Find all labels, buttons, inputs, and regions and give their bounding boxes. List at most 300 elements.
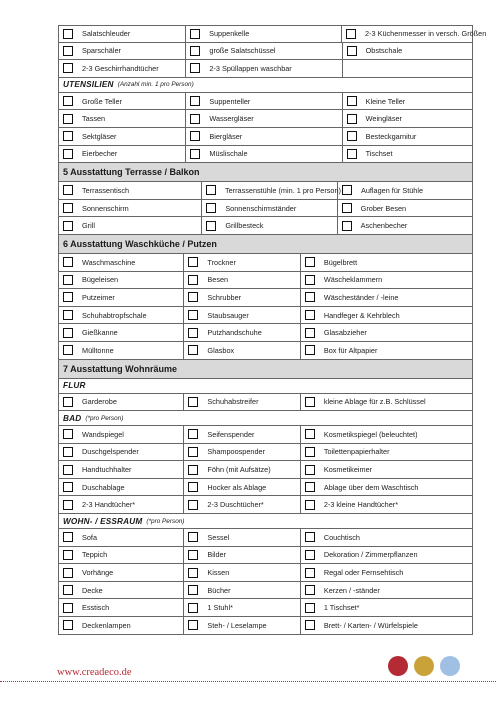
checklist-cell <box>301 307 472 324</box>
checklist-item-label: Trockner <box>207 257 236 267</box>
checkbox[interactable] <box>63 114 73 124</box>
checkbox[interactable] <box>188 397 198 407</box>
checklist-cell <box>184 617 300 634</box>
footer-dot-blue <box>440 656 460 676</box>
checklist-item-label: Mülltonne <box>82 345 114 355</box>
checklist-item-label: Couchtisch <box>323 532 360 542</box>
checkbox[interactable] <box>63 620 73 630</box>
checkbox[interactable] <box>305 585 315 595</box>
checklist-row <box>58 182 473 200</box>
checkbox[interactable] <box>63 203 73 213</box>
checklist-cell <box>184 272 300 289</box>
checklist-cell <box>59 60 186 77</box>
footer-url[interactable]: www.creadeco.de <box>57 667 132 678</box>
checkbox[interactable] <box>342 203 352 213</box>
checklist-cell <box>59 146 186 163</box>
checkbox[interactable] <box>63 603 73 613</box>
checkbox[interactable] <box>63 292 73 302</box>
checklist-sheet <box>58 25 487 635</box>
checklist-row <box>58 217 473 235</box>
checklist-cell <box>343 110 472 127</box>
checklist-item-label: Suppenteller <box>209 96 251 106</box>
checkbox[interactable] <box>188 328 198 338</box>
checkbox[interactable] <box>347 131 357 141</box>
checklist-cell <box>59 394 184 411</box>
checklist-cell <box>301 426 472 443</box>
checklist-item-label: Kerzen / -ständer <box>323 585 380 595</box>
flur-header <box>58 379 473 394</box>
checkbox[interactable] <box>305 345 315 355</box>
checklist-cell <box>186 93 342 110</box>
section-wohnraeume <box>58 360 473 379</box>
checkbox[interactable] <box>190 29 200 39</box>
checklist-item-label: Aschenbecher <box>360 221 408 231</box>
checkbox[interactable] <box>63 131 73 141</box>
checklist-row <box>58 128 473 146</box>
checklist-cell <box>301 529 472 546</box>
checklist-item-label: Sofa <box>82 532 98 542</box>
checklist-cell <box>343 146 472 163</box>
checkbox[interactable] <box>305 328 315 338</box>
checklist-cell <box>59 461 184 478</box>
checkbox[interactable] <box>190 149 200 159</box>
checklist-item-label: Bügelbrett <box>323 257 358 267</box>
checkbox[interactable] <box>305 397 315 407</box>
checklist-item-label: Brett- / Karten- / Würfelspiele <box>323 620 418 630</box>
checkbox[interactable] <box>190 96 200 106</box>
checklist-cell <box>186 43 342 60</box>
checklist-cell <box>184 324 300 341</box>
checklist-cell <box>184 342 300 359</box>
checklist-cell <box>301 599 472 616</box>
checklist-row <box>58 444 473 462</box>
checkbox[interactable] <box>188 620 198 630</box>
checklist-item-label: Ablage über dem Waschtisch <box>323 482 419 492</box>
checkbox[interactable] <box>188 257 198 267</box>
checklist-cell <box>59 307 184 324</box>
checkbox[interactable] <box>188 568 198 578</box>
checkbox[interactable] <box>63 257 73 267</box>
section-wohnraeume-title: 7 Ausstattung Wohnräume <box>63 363 178 374</box>
checkbox[interactable] <box>190 114 200 124</box>
checklist-cell <box>184 461 300 478</box>
checkbox[interactable] <box>347 114 357 124</box>
footer-dot-gold <box>414 656 434 676</box>
footer-dotted-line <box>0 681 496 682</box>
checkbox[interactable] <box>188 500 198 510</box>
checklist-item-label: 1 Tischset* <box>323 603 360 613</box>
checklist-item-label: Regal oder Fernsehtisch <box>323 568 404 578</box>
checklist-cell <box>301 479 472 496</box>
wohn-header-note: (*pro Person) <box>146 517 185 525</box>
checkbox[interactable] <box>342 221 352 231</box>
checklist-row <box>58 479 473 497</box>
checklist-row <box>58 529 473 547</box>
checklist-cell <box>184 307 300 324</box>
checkbox[interactable] <box>305 568 315 578</box>
checklist-cell <box>59 272 184 289</box>
checklist-row <box>58 146 473 164</box>
checklist-item-label: Decke <box>82 585 103 595</box>
checkbox[interactable] <box>342 185 352 195</box>
checklist-cell <box>186 146 342 163</box>
checklist-item-label: Seifenspender <box>207 429 255 439</box>
checklist-cell <box>59 110 186 127</box>
bad-header-title: BAD <box>63 413 82 423</box>
checklist-item-label: Duschablage <box>82 482 125 492</box>
checkbox[interactable] <box>63 185 73 195</box>
checklist-item-label: Wassergläser <box>209 114 254 124</box>
checkbox[interactable] <box>63 63 73 73</box>
checklist-cell <box>184 564 300 581</box>
checkbox[interactable] <box>188 429 198 439</box>
checkbox[interactable] <box>63 221 73 231</box>
checklist-item-label: Duschgelspender <box>82 447 139 457</box>
checkbox[interactable] <box>188 292 198 302</box>
checklist-item-label: Bügeleisen <box>82 275 119 285</box>
checkbox[interactable] <box>190 63 200 73</box>
checklist-cell <box>301 342 472 359</box>
checklist-item-label: Wäscheständer / -leine <box>323 292 399 302</box>
checklist-cell <box>59 254 184 271</box>
checklist-row <box>58 254 473 272</box>
checklist-item-label: Müslischale <box>209 149 248 159</box>
checkbox[interactable] <box>63 447 73 457</box>
checkbox[interactable] <box>188 465 198 475</box>
checklist-cell <box>301 564 472 581</box>
checklist-cell <box>59 426 184 443</box>
checklist-item-label: 2-3 Geschirrhandtücher <box>82 63 159 73</box>
checklist-cell <box>301 444 472 461</box>
checklist-cell <box>301 324 472 341</box>
checklist-cell <box>59 496 184 513</box>
checklist-cell <box>301 289 472 306</box>
checklist-item-label: Shampoospender <box>207 447 265 457</box>
checklist-cell <box>338 182 472 199</box>
checklist-cell <box>59 200 202 217</box>
checkbox[interactable] <box>305 550 315 560</box>
checklist-item-label: Große Teller <box>82 96 123 106</box>
checkbox[interactable] <box>206 221 216 231</box>
checklist-row <box>58 394 473 412</box>
checklist-row <box>58 547 473 565</box>
checklist-cell <box>301 272 472 289</box>
checkbox[interactable] <box>63 500 73 510</box>
checklist-item-label: Kosmetikeimer <box>323 465 373 475</box>
checkbox[interactable] <box>63 96 73 106</box>
checkbox[interactable] <box>347 149 357 159</box>
checklist-item-label: Schuhabstreifer <box>207 397 259 407</box>
checkbox[interactable] <box>305 620 315 630</box>
checkbox[interactable] <box>305 500 315 510</box>
checklist-cell <box>184 394 300 411</box>
checklist-item-label: Terrassenstühle (min. 1 pro Person) <box>224 185 341 195</box>
checklist-item-label: 2-3 Handtücher* <box>82 500 136 510</box>
checklist-cell <box>184 582 300 599</box>
utensilien-header-note: (Anzahl min. 1 pro Person) <box>117 81 194 89</box>
checklist-item-label: Teppich <box>82 550 108 560</box>
checkbox[interactable] <box>206 203 216 213</box>
checklist-cell <box>184 289 300 306</box>
checkbox[interactable] <box>63 345 73 355</box>
checklist-row <box>58 426 473 444</box>
checklist-item-label: Föhn (mit Aufsätze) <box>207 465 271 475</box>
checklist-item-label: Sonnenschirmständer <box>225 203 297 213</box>
checklist-item-label: 2-3 Spüllappen waschbar <box>209 63 292 73</box>
checklist-item-label: große Salatschüssel <box>209 46 276 56</box>
checklist-cell <box>184 529 300 546</box>
checklist-cell <box>59 582 184 599</box>
checkbox[interactable] <box>63 532 73 542</box>
checklist-item-label: Eierbecher <box>82 149 118 159</box>
checklist-item-label: Suppenkelle <box>209 29 250 39</box>
checklist-row <box>58 582 473 600</box>
checkbox[interactable] <box>63 429 73 439</box>
checklist-row <box>58 564 473 582</box>
checklist-row <box>58 461 473 479</box>
checklist-item-label: Esstisch <box>82 603 110 613</box>
checklist-cell <box>342 26 487 42</box>
checklist-item-label: Gießkanne <box>82 328 118 338</box>
checklist-cell <box>184 547 300 564</box>
checklist-cell <box>301 254 472 271</box>
checklist-item-label: Auflagen für Stühle <box>360 185 424 195</box>
checklist-cell <box>186 26 342 42</box>
checklist-item-label: Dekoration / Zimmerpflanzen <box>323 550 418 560</box>
utensilien-header <box>58 78 473 93</box>
checklist-item-label: Tischset <box>365 149 393 159</box>
checklist-cell <box>343 60 472 77</box>
checklist-item-label: Handtuchhalter <box>82 465 132 475</box>
checklist-item-label: Waschmaschine <box>82 257 136 267</box>
checklist-cell <box>59 599 184 616</box>
checklist-item-label: Schuhabtropfschale <box>82 310 147 320</box>
checkbox[interactable] <box>188 585 198 595</box>
checkbox[interactable] <box>190 46 200 56</box>
wohn-header <box>58 514 473 529</box>
checklist-item-label: Bilder <box>207 550 227 560</box>
checklist-item-label: Toilettenpapierhalter <box>323 447 390 457</box>
section-waschkueche-title: 6 Ausstattung Waschküche / Putzen <box>63 238 217 249</box>
checklist-cell <box>202 200 337 217</box>
checklist-item-label: Bücher <box>207 585 231 595</box>
checklist-item-label: 2-3 kleine Handtücher* <box>323 500 399 510</box>
checklist-item-label: Kosmetikspiegel (beleuchtet) <box>323 429 418 439</box>
checklist-cell <box>59 444 184 461</box>
checklist-item-label: kleine Ablage für z.B. Schlüssel <box>323 397 426 407</box>
checkbox[interactable] <box>63 310 73 320</box>
checklist-cell <box>59 26 186 42</box>
checkbox[interactable] <box>63 550 73 560</box>
checklist-row <box>58 496 473 514</box>
checklist-row <box>58 324 473 342</box>
checklist-cell <box>301 394 472 411</box>
checklist-item-label: Sparschäler <box>82 46 121 56</box>
checkbox[interactable] <box>305 292 315 302</box>
checkbox[interactable] <box>63 275 73 285</box>
checklist-row <box>58 342 473 360</box>
checklist-row <box>58 272 473 290</box>
checklist-item-label: Wäscheklammern <box>323 275 383 285</box>
checklist-item-label: Staubsauger <box>207 310 249 320</box>
checklist-item-label: 2-3 Duschtücher* <box>207 500 264 510</box>
checklist-cell <box>301 547 472 564</box>
checklist-row <box>58 25 487 43</box>
checklist-item-label: Besteckgarnitur <box>365 131 417 141</box>
checklist-cell <box>59 547 184 564</box>
checklist-item-label: Hocker als Ablage <box>207 482 267 492</box>
checklist-item-label: Sonnenschirm <box>82 203 129 213</box>
checklist-cell <box>186 110 342 127</box>
checkbox[interactable] <box>188 310 198 320</box>
checklist-item-label: Box für Altpapier <box>323 345 378 355</box>
checklist-row <box>58 93 473 111</box>
checklist-cell <box>184 254 300 271</box>
checklist-item-label: Vorhänge <box>82 568 114 578</box>
checklist-item-label: Obstschale <box>365 46 403 56</box>
checklist-cell <box>59 342 184 359</box>
checklist-cell <box>301 582 472 599</box>
checklist-cell <box>343 43 472 60</box>
checklist-cell <box>59 128 186 145</box>
checklist-cell <box>301 496 472 513</box>
wohn-header-title: WOHN- / ESSRAUM <box>63 516 143 526</box>
checklist-item-label: 2-3 Küchenmesser in versch. Größen <box>365 29 487 39</box>
checklist-item-label: Salatschleuder <box>82 29 131 39</box>
checkbox[interactable] <box>188 532 198 542</box>
checklist-row <box>58 200 473 218</box>
checklist-row <box>58 110 473 128</box>
checkbox[interactable] <box>63 568 73 578</box>
checkbox[interactable] <box>305 429 315 439</box>
checklist-cell <box>59 43 186 60</box>
checkbox[interactable] <box>63 46 73 56</box>
bad-header <box>58 411 473 426</box>
checkbox[interactable] <box>206 185 216 195</box>
checkbox[interactable] <box>188 447 198 457</box>
checklist-item-label: Kissen <box>207 568 230 578</box>
checklist-row <box>58 307 473 325</box>
checkbox[interactable] <box>188 275 198 285</box>
checkbox[interactable] <box>188 603 198 613</box>
checklist-cell <box>59 529 184 546</box>
checklist-cell <box>301 617 472 634</box>
checklist-cell <box>184 479 300 496</box>
checkbox[interactable] <box>63 585 73 595</box>
checkbox[interactable] <box>347 96 357 106</box>
flur-header-title: FLUR <box>63 381 86 390</box>
checkbox[interactable] <box>63 465 73 475</box>
checklist-row <box>58 43 473 61</box>
checkbox[interactable] <box>305 275 315 285</box>
footer-dot-red <box>388 656 408 676</box>
checklist-cell <box>59 564 184 581</box>
checklist-cell <box>301 461 472 478</box>
checklist-row <box>58 60 473 78</box>
checklist-row <box>58 599 473 617</box>
checklist-cell <box>59 324 184 341</box>
checkbox[interactable] <box>63 149 73 159</box>
checklist-cell <box>59 182 202 199</box>
checkbox[interactable] <box>63 397 73 407</box>
section-terrasse <box>58 163 473 182</box>
checklist-item-label: Steh- / Leselampe <box>207 620 267 630</box>
checkbox[interactable] <box>63 328 73 338</box>
checklist-cell <box>184 599 300 616</box>
checklist-cell <box>202 182 341 199</box>
checklist-item-label: Putzhandschuhe <box>207 328 262 338</box>
checklist-cell <box>186 60 342 77</box>
checkbox[interactable] <box>305 603 315 613</box>
checklist-item-label: Putzeimer <box>82 292 115 302</box>
utensilien-header-title: UTENSILIEN <box>63 80 114 90</box>
checklist-item-label: Terrassentisch <box>82 185 130 195</box>
checkbox[interactable] <box>63 482 73 492</box>
checklist-cell <box>343 128 472 145</box>
checkbox[interactable] <box>188 550 198 560</box>
section-waschkueche <box>58 235 473 254</box>
checklist-item-label: Grill <box>82 221 95 231</box>
checklist-cell <box>59 217 202 234</box>
checklist-item-label: Weingläser <box>365 114 402 124</box>
checklist-cell <box>343 93 472 110</box>
checklist-cell <box>184 444 300 461</box>
checkbox[interactable] <box>305 257 315 267</box>
checklist-cell <box>202 217 337 234</box>
checklist-cell <box>338 200 472 217</box>
checklist-item-label: Deckenlampen <box>82 620 131 630</box>
checklist-item-label: Sektgläser <box>82 131 117 141</box>
checklist-item-label: Schrubber <box>207 292 242 302</box>
checklist-item-label: Grillbesteck <box>225 221 264 231</box>
checklist-cell <box>59 289 184 306</box>
checkbox[interactable] <box>347 46 357 56</box>
checklist-item-label: Tassen <box>82 114 106 124</box>
checkbox[interactable] <box>188 345 198 355</box>
checklist-cell <box>59 479 184 496</box>
checkbox[interactable] <box>305 532 315 542</box>
checklist-cell <box>338 217 472 234</box>
checklist-item-label: Kleine Teller <box>365 96 406 106</box>
checklist-item-label: Handfeger & Kehrblech <box>323 310 400 320</box>
checklist-cell <box>186 128 342 145</box>
checkbox[interactable] <box>305 447 315 457</box>
section-terrasse-title: 5 Ausstattung Terrasse / Balkon <box>63 167 200 178</box>
checklist-row <box>58 289 473 307</box>
checklist-item-label: Grober Besen <box>360 203 407 213</box>
checklist-item-label: Glasabzieher <box>323 328 367 338</box>
checkbox[interactable] <box>305 465 315 475</box>
checklist-cell <box>59 93 186 110</box>
checklist-item-label: Biergläser <box>209 131 243 141</box>
bad-header-note: (*pro Person) <box>85 414 124 422</box>
checkbox[interactable] <box>188 482 198 492</box>
checklist-item-label: Glasbox <box>207 345 235 355</box>
checklist-cell <box>184 426 300 443</box>
checklist-item-label: Besen <box>207 275 229 285</box>
checkbox[interactable] <box>63 29 73 39</box>
checkbox[interactable] <box>346 29 356 39</box>
checklist-cell <box>184 496 300 513</box>
checklist-item-label: Garderobe <box>82 397 117 407</box>
checklist-item-label: 1 Stuhl* <box>207 603 233 613</box>
checkbox[interactable] <box>190 131 200 141</box>
checkbox[interactable] <box>305 310 315 320</box>
checklist-cell <box>59 617 184 634</box>
checklist-item-label: Wandspiegel <box>82 429 124 439</box>
checklist-row <box>58 617 473 635</box>
checkbox[interactable] <box>305 482 315 492</box>
